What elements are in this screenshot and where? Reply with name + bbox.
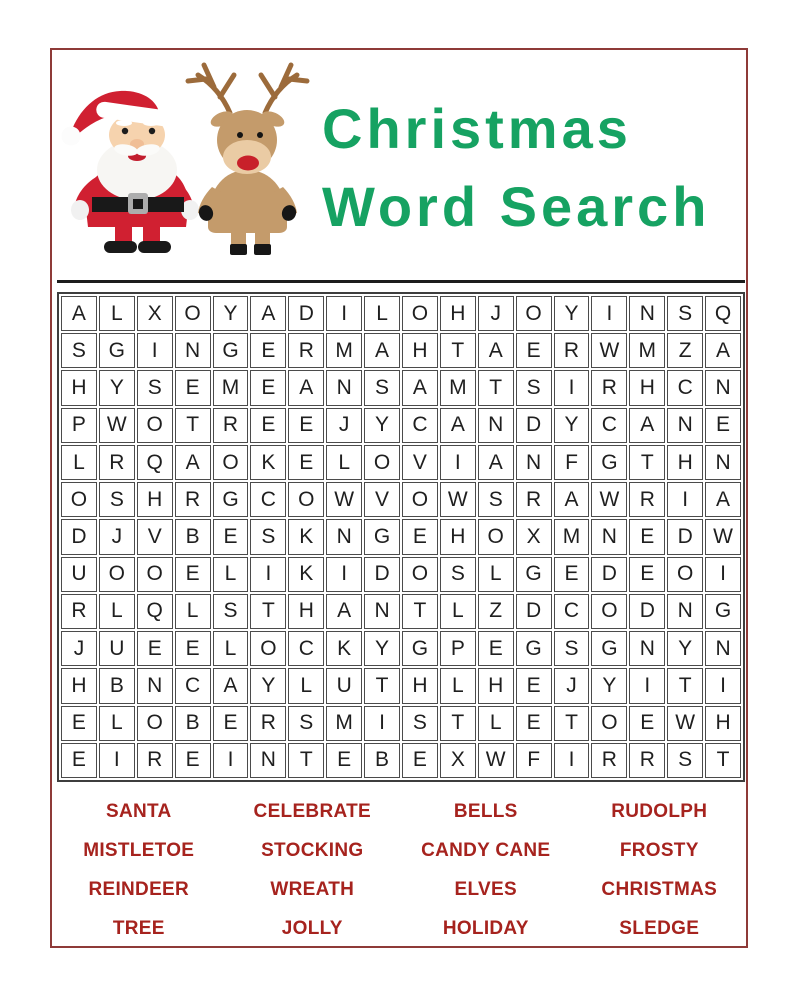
grid-cell: S	[402, 706, 438, 741]
grid-cell: J	[554, 668, 590, 703]
reindeer-icon	[180, 55, 315, 260]
grid-cell: S	[667, 743, 703, 778]
grid-cell: T	[705, 743, 741, 778]
grid-cell: J	[478, 296, 514, 331]
grid-cell: E	[175, 631, 211, 666]
grid-cell: N	[478, 408, 514, 443]
grid-cell: O	[137, 557, 173, 592]
grid-cell: H	[402, 333, 438, 368]
grid-cell: Y	[364, 408, 400, 443]
grid-cell: D	[61, 519, 97, 554]
grid-cell: A	[705, 333, 741, 368]
grid-cell: H	[440, 296, 476, 331]
grid-cell: R	[250, 706, 286, 741]
grid-cell: X	[440, 743, 476, 778]
grid-cell: N	[629, 296, 665, 331]
grid-cell: E	[705, 408, 741, 443]
grid-cell: E	[288, 408, 324, 443]
grid-cell: M	[554, 519, 590, 554]
grid-cell: O	[288, 482, 324, 517]
grid-cell: W	[705, 519, 741, 554]
grid-cell: T	[629, 445, 665, 480]
grid-cell: P	[61, 408, 97, 443]
grid-cell: T	[364, 668, 400, 703]
grid-cell: X	[137, 296, 173, 331]
grid-cell: R	[61, 594, 97, 629]
grid-cell: Y	[250, 668, 286, 703]
grid-cell: N	[629, 631, 665, 666]
grid-cell: T	[440, 333, 476, 368]
grid-cell: R	[629, 743, 665, 778]
grid-cell: C	[250, 482, 286, 517]
grid-cell: O	[402, 482, 438, 517]
grid-cell: A	[402, 370, 438, 405]
grid-cell: S	[554, 631, 590, 666]
grid-cell: Z	[667, 333, 703, 368]
grid-cell: N	[326, 370, 362, 405]
grid-cell: H	[705, 706, 741, 741]
grid-cell: L	[288, 668, 324, 703]
grid-cell: L	[61, 445, 97, 480]
grid-cell: Y	[554, 296, 590, 331]
grid-cell: O	[61, 482, 97, 517]
grid-cell: I	[705, 668, 741, 703]
grid-cell: D	[516, 594, 552, 629]
grid-cell: O	[667, 557, 703, 592]
grid-cell: E	[250, 333, 286, 368]
grid-cell: A	[326, 594, 362, 629]
grid-cell: W	[591, 482, 627, 517]
grid-cell: N	[591, 519, 627, 554]
grid-cell: S	[137, 370, 173, 405]
grid-cell: O	[402, 296, 438, 331]
grid-cell: M	[213, 370, 249, 405]
grid-cell: B	[99, 668, 135, 703]
grid-cell: D	[591, 557, 627, 592]
grid-cell: S	[667, 296, 703, 331]
grid-cell: H	[478, 668, 514, 703]
word-item: CHRISTMAS	[601, 878, 718, 900]
grid-cell: S	[250, 519, 286, 554]
grid-cell: L	[440, 594, 476, 629]
grid-cell: Q	[137, 445, 173, 480]
grid-cell: K	[326, 631, 362, 666]
grid-cell: C	[667, 370, 703, 405]
grid-cell: V	[402, 445, 438, 480]
word-item: TREE	[112, 917, 165, 939]
grid-cell: R	[288, 333, 324, 368]
grid-cell: T	[250, 594, 286, 629]
grid-cell: H	[402, 668, 438, 703]
grid-cell: L	[478, 706, 514, 741]
word-grid	[57, 292, 745, 782]
grid-cell: N	[705, 631, 741, 666]
word-item: HOLIDAY	[442, 917, 529, 939]
grid-cell: R	[516, 482, 552, 517]
grid-cell: L	[213, 631, 249, 666]
grid-cell: I	[440, 445, 476, 480]
grid-cell: K	[250, 445, 286, 480]
grid-cell: B	[175, 519, 211, 554]
grid-cell: W	[667, 706, 703, 741]
grid-cell: O	[591, 594, 627, 629]
grid-cell: L	[99, 296, 135, 331]
grid-cell: I	[667, 482, 703, 517]
grid-cell: F	[554, 445, 590, 480]
grid-cell: O	[402, 557, 438, 592]
grid-cell: B	[364, 743, 400, 778]
grid-cell: G	[705, 594, 741, 629]
grid-cell: S	[99, 482, 135, 517]
grid-cell: T	[440, 706, 476, 741]
grid-cell: D	[629, 594, 665, 629]
word-list	[52, 792, 746, 948]
grid-cell: R	[175, 482, 211, 517]
grid-cell: Y	[591, 668, 627, 703]
grid-cell: N	[364, 594, 400, 629]
grid-cell: N	[137, 668, 173, 703]
grid-cell: I	[705, 557, 741, 592]
grid-cell: G	[591, 445, 627, 480]
grid-cell: E	[175, 370, 211, 405]
grid-cell: W	[99, 408, 135, 443]
grid-cell: E	[629, 706, 665, 741]
grid-cell: G	[516, 631, 552, 666]
grid-cell: N	[250, 743, 286, 778]
grid-cell: A	[288, 370, 324, 405]
grid-cell: V	[137, 519, 173, 554]
grid-cell: H	[61, 668, 97, 703]
grid-cell: A	[364, 333, 400, 368]
grid-cell: L	[364, 296, 400, 331]
grid-cell: E	[516, 706, 552, 741]
grid-cell: O	[591, 706, 627, 741]
grid-cell: H	[288, 594, 324, 629]
grid-cell: S	[440, 557, 476, 592]
grid-cell: T	[175, 408, 211, 443]
grid-cell: E	[288, 445, 324, 480]
grid-cell: C	[288, 631, 324, 666]
grid-cell: A	[175, 445, 211, 480]
grid-cell: H	[667, 445, 703, 480]
grid-cell: E	[402, 519, 438, 554]
grid-cell: E	[478, 631, 514, 666]
grid-cell: N	[705, 445, 741, 480]
grid-cell: F	[516, 743, 552, 778]
grid-cell: I	[250, 557, 286, 592]
grid-cell: S	[61, 333, 97, 368]
word-item: JOLLY	[281, 917, 343, 939]
grid-cell: E	[213, 519, 249, 554]
grid-cell: E	[213, 706, 249, 741]
grid-cell: L	[99, 706, 135, 741]
grid-cell: W	[591, 333, 627, 368]
grid-cell: I	[554, 370, 590, 405]
grid-cell: G	[364, 519, 400, 554]
grid-cell: G	[402, 631, 438, 666]
header-divider-line	[57, 280, 745, 283]
grid-cell: I	[326, 296, 362, 331]
grid-cell: O	[516, 296, 552, 331]
grid-cell: R	[591, 743, 627, 778]
grid-cell: N	[667, 594, 703, 629]
grid-cell: E	[629, 557, 665, 592]
grid-cell: N	[516, 445, 552, 480]
grid-cell: Q	[137, 594, 173, 629]
grid-cell: E	[61, 706, 97, 741]
grid-cell: S	[288, 706, 324, 741]
grid-cell: O	[175, 296, 211, 331]
grid-cell: I	[364, 706, 400, 741]
word-item: CELEBRATE	[253, 800, 371, 822]
grid-cell: I	[591, 296, 627, 331]
grid-cell: Z	[478, 594, 514, 629]
grid-cell: K	[288, 519, 324, 554]
word-item: FROSTY	[619, 839, 699, 861]
grid-cell: T	[288, 743, 324, 778]
grid-cell: R	[213, 408, 249, 443]
grid-cell: M	[440, 370, 476, 405]
grid-cell: B	[175, 706, 211, 741]
word-item: SLEDGE	[619, 917, 700, 939]
grid-cell: X	[516, 519, 552, 554]
grid-cell: D	[667, 519, 703, 554]
grid-cell: I	[629, 668, 665, 703]
grid-cell: R	[629, 482, 665, 517]
grid-cell: R	[137, 743, 173, 778]
grid-cell: L	[213, 557, 249, 592]
grid-cell: C	[402, 408, 438, 443]
grid-cell: L	[440, 668, 476, 703]
grid-cell: I	[326, 557, 362, 592]
grid-cell: W	[326, 482, 362, 517]
word-item: MISTLETOE	[83, 839, 195, 861]
grid-cell: O	[213, 445, 249, 480]
grid-cell: H	[629, 370, 665, 405]
grid-cell: E	[137, 631, 173, 666]
grid-cell: R	[554, 333, 590, 368]
grid-cell: G	[591, 631, 627, 666]
grid-cell: G	[99, 333, 135, 368]
grid-cell: J	[61, 631, 97, 666]
grid-cell: T	[402, 594, 438, 629]
grid-cell: A	[629, 408, 665, 443]
grid-cell: I	[213, 743, 249, 778]
grid-cell: W	[440, 482, 476, 517]
grid-cell: N	[326, 519, 362, 554]
grid-cell: A	[478, 445, 514, 480]
grid-cell: A	[61, 296, 97, 331]
grid-cell: I	[137, 333, 173, 368]
grid-cell: Q	[705, 296, 741, 331]
grid-cell: G	[516, 557, 552, 592]
grid-cell: O	[99, 557, 135, 592]
word-item: CANDY CANE	[421, 839, 551, 861]
grid-cell: E	[402, 743, 438, 778]
grid-cell: M	[326, 333, 362, 368]
grid-cell: T	[478, 370, 514, 405]
word-item: SANTA	[105, 800, 172, 822]
grid-cell: H	[137, 482, 173, 517]
grid-cell: I	[554, 743, 590, 778]
grid-cell: E	[175, 557, 211, 592]
grid-cell: U	[326, 668, 362, 703]
word-item: RUDOLPH	[611, 800, 708, 822]
page-title-line1: Christmas	[322, 97, 632, 160]
grid-cell: E	[61, 743, 97, 778]
grid-cell: N	[705, 370, 741, 405]
grid-cell: E	[326, 743, 362, 778]
grid-cell: S	[478, 482, 514, 517]
grid-cell: Y	[213, 296, 249, 331]
word-item: WREATH	[270, 878, 355, 900]
grid-cell: U	[99, 631, 135, 666]
grid-cell: A	[250, 296, 286, 331]
grid-cell: L	[326, 445, 362, 480]
word-item: ELVES	[454, 878, 517, 900]
grid-cell: A	[705, 482, 741, 517]
grid-cell: C	[554, 594, 590, 629]
grid-cell: L	[175, 594, 211, 629]
grid-cell: O	[478, 519, 514, 554]
grid-cell: Y	[667, 631, 703, 666]
grid-cell: V	[364, 482, 400, 517]
page-title	[322, 90, 710, 246]
grid-cell: L	[478, 557, 514, 592]
grid-cell: S	[213, 594, 249, 629]
grid-cell: H	[440, 519, 476, 554]
grid-cell: H	[61, 370, 97, 405]
grid-cell: J	[326, 408, 362, 443]
word-item: BELLS	[453, 800, 518, 822]
grid-cell: I	[99, 743, 135, 778]
grid-cell: G	[213, 333, 249, 368]
grid-cell: N	[667, 408, 703, 443]
grid-cell: E	[250, 370, 286, 405]
grid-cell: G	[213, 482, 249, 517]
page-title-line2: Word Search	[322, 175, 711, 238]
grid-cell: D	[364, 557, 400, 592]
grid-cell: C	[591, 408, 627, 443]
grid-cell: S	[516, 370, 552, 405]
grid-cell: O	[137, 706, 173, 741]
grid-cell: P	[440, 631, 476, 666]
grid-cell: K	[288, 557, 324, 592]
grid-cell: S	[364, 370, 400, 405]
grid-cell: O	[250, 631, 286, 666]
grid-cell: U	[61, 557, 97, 592]
grid-cell: D	[516, 408, 552, 443]
grid-cell: N	[175, 333, 211, 368]
grid-cell: R	[99, 445, 135, 480]
grid-cell: W	[478, 743, 514, 778]
grid-cell: J	[99, 519, 135, 554]
grid-cell: C	[175, 668, 211, 703]
grid-cell: E	[175, 743, 211, 778]
grid-cell: E	[516, 333, 552, 368]
grid-cell: O	[137, 408, 173, 443]
grid-cell: D	[288, 296, 324, 331]
grid-cell: E	[554, 557, 590, 592]
grid-cell: A	[213, 668, 249, 703]
grid-cell: E	[250, 408, 286, 443]
grid-cell: Y	[364, 631, 400, 666]
grid-cell: A	[440, 408, 476, 443]
grid-cell: Y	[99, 370, 135, 405]
grid-cell: E	[516, 668, 552, 703]
word-item: STOCKING	[261, 839, 364, 861]
grid-cell: A	[554, 482, 590, 517]
grid-cell: Y	[554, 408, 590, 443]
word-item: REINDEER	[88, 878, 190, 900]
grid-cell: A	[478, 333, 514, 368]
grid-cell: E	[629, 519, 665, 554]
grid-cell: T	[554, 706, 590, 741]
grid-cell: R	[591, 370, 627, 405]
grid-cell: L	[99, 594, 135, 629]
grid-cell: O	[364, 445, 400, 480]
grid-cell: T	[667, 668, 703, 703]
grid-cell: M	[326, 706, 362, 741]
grid-cell: M	[629, 333, 665, 368]
